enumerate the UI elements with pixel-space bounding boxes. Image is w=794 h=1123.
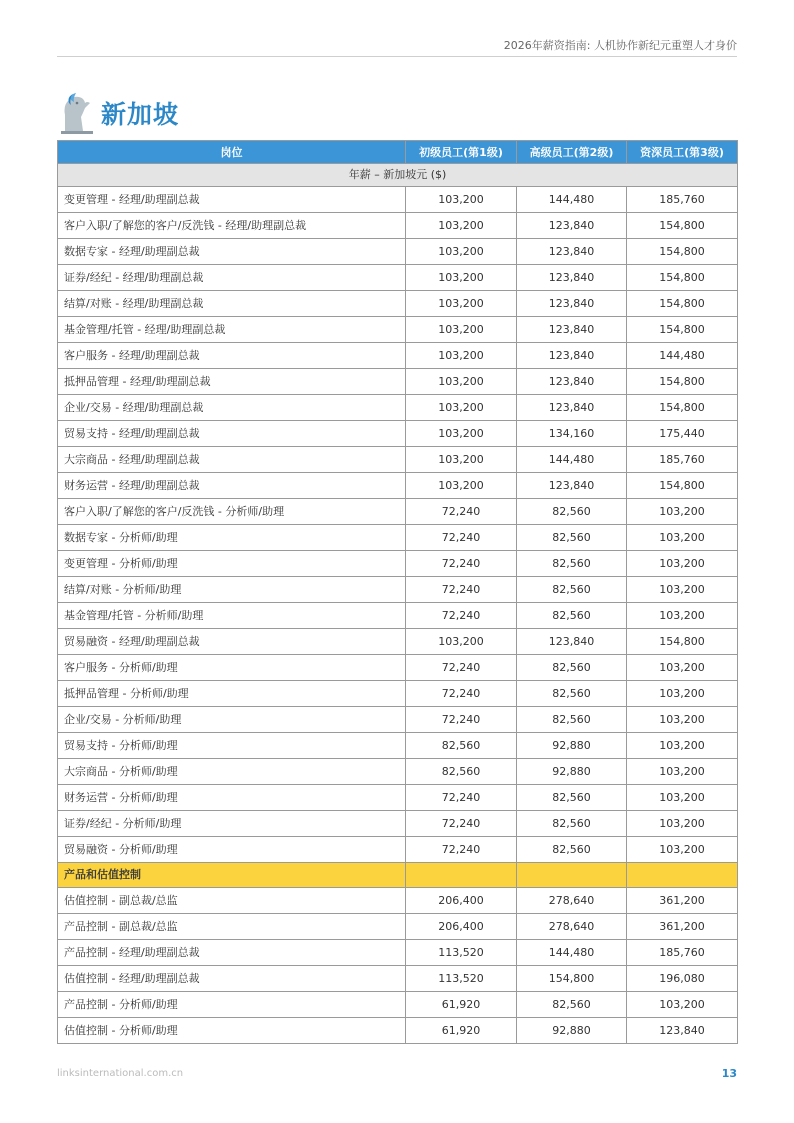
position-cell: 企业/交易 - 经理/助理副总裁 — [58, 395, 406, 421]
table-row — [58, 992, 738, 1018]
section-empty-cell — [406, 863, 517, 888]
salary-cell-level1: 103,200 — [406, 239, 517, 265]
table-row — [58, 888, 738, 914]
salary-cell-level3: 103,200 — [627, 733, 738, 759]
position-cell: 变更管理 - 分析师/助理 — [58, 551, 406, 577]
salary-cell-level1: 103,200 — [406, 629, 517, 655]
position-cell: 数据专家 - 分析师/助理 — [58, 525, 406, 551]
salary-cell-level1: 103,200 — [406, 343, 517, 369]
position-cell: 结算/对账 - 经理/助理副总裁 — [58, 291, 406, 317]
salary-cell-level3: 103,200 — [627, 681, 738, 707]
salary-cell-level3: 103,200 — [627, 603, 738, 629]
salary-cell-level1: 72,240 — [406, 837, 517, 863]
salary-cell-level2: 144,480 — [517, 447, 627, 473]
table-row — [58, 577, 738, 603]
salary-cell-level3: 154,800 — [627, 291, 738, 317]
position-cell: 贸易支持 - 分析师/助理 — [58, 733, 406, 759]
page-header-text: 2026年薪资指南: 人机协作新纪元重塑人才身价 — [503, 39, 737, 52]
salary-cell-level3: 154,800 — [627, 473, 738, 499]
position-cell: 估值控制 - 副总裁/总监 — [58, 888, 406, 914]
salary-cell-level3: 154,800 — [627, 317, 738, 343]
salary-cell-level3: 185,760 — [627, 447, 738, 473]
position-cell: 客户服务 - 经理/助理副总裁 — [58, 343, 406, 369]
position-cell: 抵押品管理 - 分析师/助理 — [58, 681, 406, 707]
salary-cell-level1: 61,920 — [406, 992, 517, 1018]
salary-cell-level1: 103,200 — [406, 317, 517, 343]
position-cell: 估值控制 - 分析师/助理 — [58, 1018, 406, 1044]
salary-cell-level3: 103,200 — [627, 525, 738, 551]
salary-cell-level2: 92,880 — [517, 733, 627, 759]
salary-cell-level1: 82,560 — [406, 759, 517, 785]
salary-cell-level2: 82,560 — [517, 577, 627, 603]
table-row — [58, 447, 738, 473]
position-cell: 大宗商品 - 经理/助理副总裁 — [58, 447, 406, 473]
currency-subheader: 年薪 – 新加坡元 ($) — [58, 164, 738, 187]
position-cell: 变更管理 - 经理/助理副总裁 — [58, 187, 406, 213]
salary-cell-level2: 92,880 — [517, 1018, 627, 1044]
salary-cell-level2: 278,640 — [517, 914, 627, 940]
salary-cell-level2: 144,480 — [517, 940, 627, 966]
position-cell: 客户入职/了解您的客户/反洗钱 - 经理/助理副总裁 — [58, 213, 406, 239]
salary-cell-level1: 72,240 — [406, 603, 517, 629]
table-row — [58, 421, 738, 447]
salary-cell-level3: 154,800 — [627, 265, 738, 291]
salary-table — [57, 140, 738, 1044]
salary-cell-level3: 154,800 — [627, 395, 738, 421]
table-row — [58, 239, 738, 265]
country-title — [57, 91, 179, 135]
position-cell: 产品控制 - 副总裁/总监 — [58, 914, 406, 940]
salary-cell-level3: 361,200 — [627, 914, 738, 940]
salary-cell-level3: 154,800 — [627, 629, 738, 655]
salary-cell-level1: 72,240 — [406, 499, 517, 525]
salary-cell-level1: 72,240 — [406, 707, 517, 733]
salary-cell-level1: 72,240 — [406, 525, 517, 551]
salary-cell-level1: 103,200 — [406, 265, 517, 291]
salary-cell-level2: 123,840 — [517, 213, 627, 239]
salary-cell-level3: 103,200 — [627, 551, 738, 577]
table-row — [58, 551, 738, 577]
position-cell: 基金管理/托管 - 分析师/助理 — [58, 603, 406, 629]
position-cell: 贸易融资 - 经理/助理副总裁 — [58, 629, 406, 655]
salary-cell-level3: 103,200 — [627, 499, 738, 525]
table-row — [58, 265, 738, 291]
column-header-level3: 资深员工(第3级) — [627, 141, 738, 164]
salary-cell-level2: 123,840 — [517, 317, 627, 343]
column-header-level1: 初级员工(第1级) — [406, 141, 517, 164]
position-cell: 贸易支持 - 经理/助理副总裁 — [58, 421, 406, 447]
table-row — [58, 681, 738, 707]
table-row — [58, 1018, 738, 1044]
salary-cell-level2: 82,560 — [517, 707, 627, 733]
salary-cell-level1: 103,200 — [406, 395, 517, 421]
salary-cell-level3: 185,760 — [627, 940, 738, 966]
salary-cell-level2: 123,840 — [517, 343, 627, 369]
salary-cell-level2: 82,560 — [517, 655, 627, 681]
salary-cell-level3: 361,200 — [627, 888, 738, 914]
position-cell: 客户服务 - 分析师/助理 — [58, 655, 406, 681]
salary-cell-level1: 103,200 — [406, 291, 517, 317]
salary-cell-level1: 82,560 — [406, 733, 517, 759]
footer-url: linksinternational.com.cn — [57, 1068, 184, 1079]
table-row — [58, 603, 738, 629]
salary-cell-level1: 103,200 — [406, 369, 517, 395]
salary-cell-level2: 123,840 — [517, 369, 627, 395]
salary-cell-level3: 154,800 — [627, 213, 738, 239]
salary-cell-level2: 123,840 — [517, 265, 627, 291]
page-number: 13 — [721, 1067, 737, 1080]
salary-cell-level1: 72,240 — [406, 551, 517, 577]
position-cell: 企业/交易 - 分析师/助理 — [58, 707, 406, 733]
position-cell: 大宗商品 - 分析师/助理 — [58, 759, 406, 785]
salary-cell-level1: 103,200 — [406, 473, 517, 499]
column-header-position: 岗位 — [58, 141, 406, 164]
merlion-icon — [57, 91, 97, 135]
currency-subheader-row — [58, 164, 738, 187]
table-row — [58, 811, 738, 837]
salary-cell-level2: 123,840 — [517, 291, 627, 317]
salary-cell-level1: 72,240 — [406, 811, 517, 837]
position-cell: 证券/经纪 - 经理/助理副总裁 — [58, 265, 406, 291]
salary-cell-level2: 123,840 — [517, 239, 627, 265]
salary-cell-level1: 206,400 — [406, 888, 517, 914]
salary-cell-level2: 82,560 — [517, 992, 627, 1018]
salary-cell-level1: 103,200 — [406, 421, 517, 447]
table-row — [58, 914, 738, 940]
salary-cell-level3: 103,200 — [627, 992, 738, 1018]
position-cell: 财务运营 - 分析师/助理 — [58, 785, 406, 811]
table-row — [58, 213, 738, 239]
salary-cell-level3: 154,800 — [627, 369, 738, 395]
table-row — [58, 187, 738, 213]
salary-cell-level1: 72,240 — [406, 681, 517, 707]
salary-cell-level2: 123,840 — [517, 629, 627, 655]
salary-cell-level2: 134,160 — [517, 421, 627, 447]
table-header-row — [58, 141, 738, 164]
header-divider — [57, 56, 737, 57]
position-cell: 数据专家 - 经理/助理副总裁 — [58, 239, 406, 265]
position-cell: 财务运营 - 经理/助理副总裁 — [58, 473, 406, 499]
position-cell: 贸易融资 - 分析师/助理 — [58, 837, 406, 863]
table-row — [58, 733, 738, 759]
table-row — [58, 291, 738, 317]
salary-cell-level1: 61,920 — [406, 1018, 517, 1044]
salary-cell-level3: 196,080 — [627, 966, 738, 992]
table-row — [58, 940, 738, 966]
salary-cell-level3: 103,200 — [627, 785, 738, 811]
section-header-row — [58, 863, 738, 888]
salary-cell-level2: 82,560 — [517, 525, 627, 551]
table-row — [58, 629, 738, 655]
position-cell: 基金管理/托管 - 经理/助理副总裁 — [58, 317, 406, 343]
salary-cell-level2: 144,480 — [517, 187, 627, 213]
salary-cell-level3: 103,200 — [627, 811, 738, 837]
salary-cell-level2: 123,840 — [517, 395, 627, 421]
salary-cell-level2: 82,560 — [517, 603, 627, 629]
table-row — [58, 707, 738, 733]
column-header-level2: 高级员工(第2级) — [517, 141, 627, 164]
table-row — [58, 759, 738, 785]
salary-cell-level1: 72,240 — [406, 655, 517, 681]
salary-cell-level2: 92,880 — [517, 759, 627, 785]
salary-cell-level1: 113,520 — [406, 966, 517, 992]
table-row — [58, 369, 738, 395]
table-row — [58, 317, 738, 343]
position-cell: 证券/经纪 - 分析师/助理 — [58, 811, 406, 837]
position-cell: 产品控制 - 经理/助理副总裁 — [58, 940, 406, 966]
section-empty-cell — [627, 863, 738, 888]
salary-cell-level2: 82,560 — [517, 785, 627, 811]
table-row — [58, 395, 738, 421]
table-row — [58, 785, 738, 811]
section-empty-cell — [517, 863, 627, 888]
salary-cell-level2: 82,560 — [517, 551, 627, 577]
position-cell: 产品控制 - 分析师/助理 — [58, 992, 406, 1018]
salary-cell-level2: 278,640 — [517, 888, 627, 914]
salary-cell-level3: 103,200 — [627, 655, 738, 681]
salary-cell-level2: 154,800 — [517, 966, 627, 992]
salary-cell-level3: 123,840 — [627, 1018, 738, 1044]
salary-cell-level1: 103,200 — [406, 213, 517, 239]
table-row — [58, 473, 738, 499]
salary-cell-level1: 103,200 — [406, 447, 517, 473]
table-row — [58, 837, 738, 863]
salary-cell-level2: 82,560 — [517, 811, 627, 837]
salary-cell-level1: 113,520 — [406, 940, 517, 966]
position-cell: 客户入职/了解您的客户/反洗钱 - 分析师/助理 — [58, 499, 406, 525]
salary-cell-level3: 185,760 — [627, 187, 738, 213]
table-row — [58, 655, 738, 681]
position-cell: 抵押品管理 - 经理/助理副总裁 — [58, 369, 406, 395]
salary-cell-level3: 103,200 — [627, 837, 738, 863]
salary-cell-level1: 206,400 — [406, 914, 517, 940]
salary-cell-level3: 154,800 — [627, 239, 738, 265]
salary-cell-level2: 123,840 — [517, 473, 627, 499]
table-row — [58, 343, 738, 369]
salary-cell-level1: 72,240 — [406, 785, 517, 811]
salary-cell-level3: 103,200 — [627, 707, 738, 733]
section-label: 产品和估值控制 — [58, 863, 406, 888]
salary-cell-level1: 72,240 — [406, 577, 517, 603]
table-row — [58, 499, 738, 525]
page-title: 新加坡 — [101, 100, 180, 129]
position-cell: 结算/对账 - 分析师/助理 — [58, 577, 406, 603]
salary-cell-level2: 82,560 — [517, 499, 627, 525]
salary-cell-level3: 103,200 — [627, 759, 738, 785]
table-row — [58, 525, 738, 551]
position-cell: 估值控制 - 经理/助理副总裁 — [58, 966, 406, 992]
salary-cell-level3: 103,200 — [627, 577, 738, 603]
salary-cell-level1: 103,200 — [406, 187, 517, 213]
table-row — [58, 966, 738, 992]
salary-cell-level2: 82,560 — [517, 837, 627, 863]
salary-cell-level2: 82,560 — [517, 681, 627, 707]
salary-cell-level3: 144,480 — [627, 343, 738, 369]
salary-cell-level3: 175,440 — [627, 421, 738, 447]
